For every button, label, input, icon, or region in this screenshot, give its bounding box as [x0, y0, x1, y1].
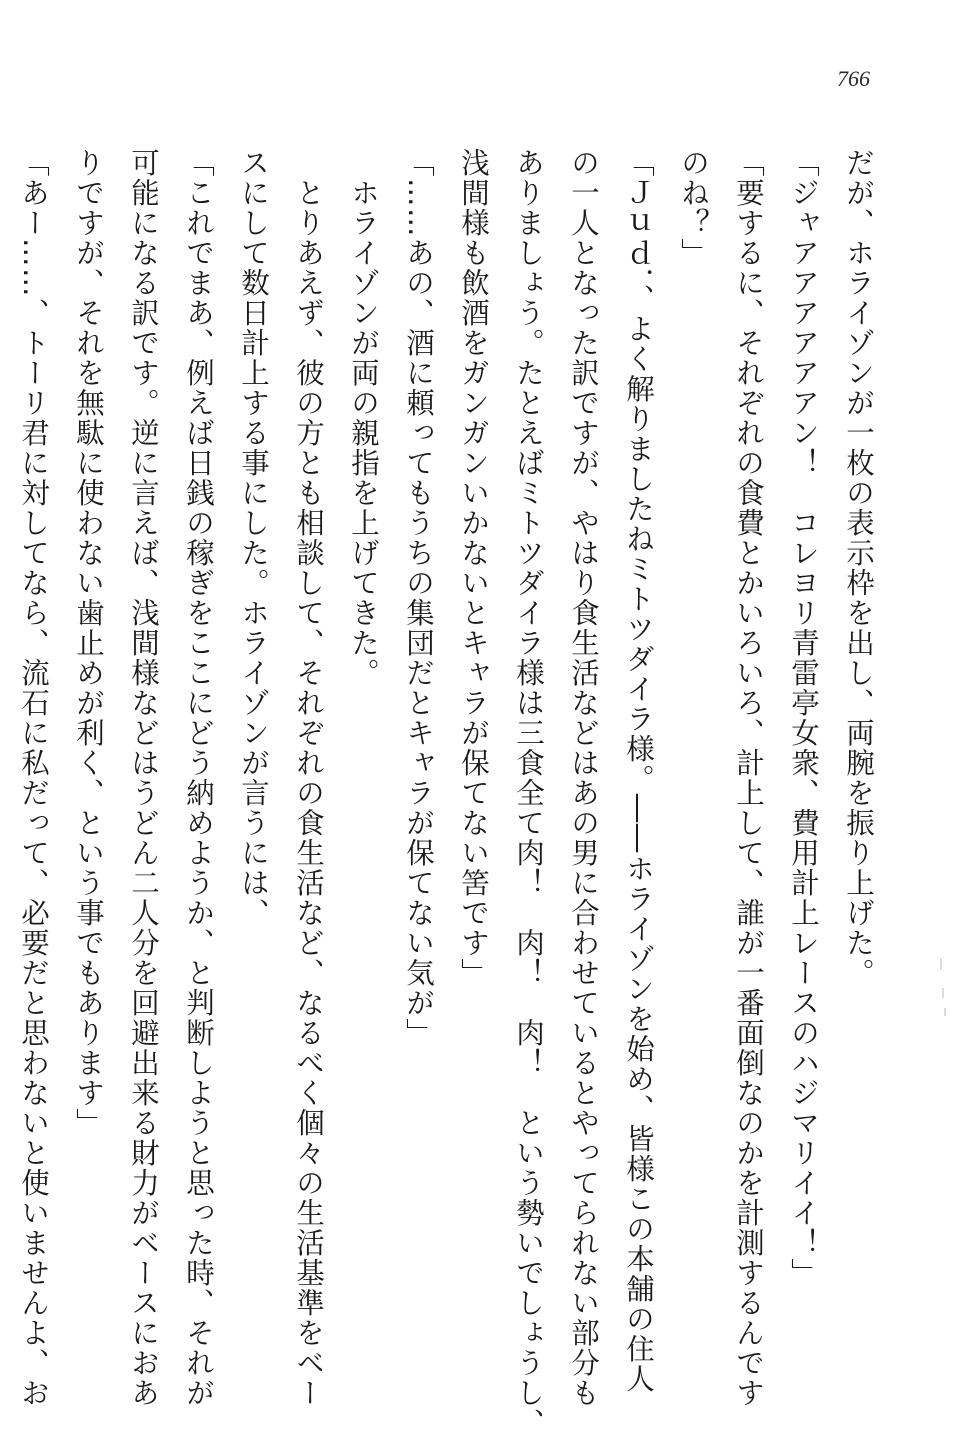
vertical-body-text: [17, 148, 886, 1438]
text-line: りですが、それを無駄に使わない歯止めが利く、という事でもあります」: [72, 148, 105, 1138]
text-line: 「……あの、酒に頼ってもうちの集団だとキャラが保てない気が」: [402, 148, 435, 1048]
text-line: だが、ホライゾンが一枚の表示枠を出し、両腕を振り上げた。: [842, 148, 875, 988]
text-line: スにして数日計上する事にした。ホライゾンが言うには、: [237, 148, 270, 928]
text-line: のね？」: [677, 148, 710, 268]
text-line: 「Ｊｕｄ．、よく解りましたねミトツダイラ様。――ホライゾンを始め、皆様この本舗の住人: [622, 148, 655, 1394]
scan-speck: [944, 1008, 946, 1016]
text-line: 可能になる訳です。逆に言えば、浅間様などはうどん二人分を回避出来る財力がベースにおあ: [127, 148, 160, 1408]
text-line: 「要するに、それぞれの食費とかいろいろ、計上して、誰が一番面倒なのかを計測するんです: [732, 148, 765, 1408]
scan-speck: [940, 958, 942, 970]
text-line: 「これでまあ、例えば日銭の稼ぎをここにどう納めようか、と判断しようと思った時、それが: [182, 148, 215, 1408]
text-line: ホライゾンが両の親指を上げてきた。: [347, 148, 380, 688]
scan-speck: [942, 988, 944, 998]
text-line: ありましょう。たとえばミトツダイラ様は三食全て肉！ 肉！ 肉！ という勢いでしょうし、: [512, 148, 545, 1438]
text-line: とりあえず、彼の方とも相談して、それぞれの食生活など、なるべく個々の生活基準をベー: [292, 148, 325, 1408]
text-line: 「あー……、トーリ君に対してなら、流石に私だって、必要だと思わないと使いませんよ、お: [17, 148, 50, 1408]
text-line: 「ジャアアアアアアン！ コレヨリ青雷亭女衆、費用計上レースのハジマリイイ！」: [787, 148, 820, 1288]
page-number: 766: [837, 66, 870, 91]
text-line: の一人となった訳ですが、やはり食生活などはあの男に合わせているとやってられない部分も: [567, 148, 600, 1408]
text-line: 浅間様も飲酒をガンガンいかないとキャラが保てない筈です」: [457, 148, 490, 988]
